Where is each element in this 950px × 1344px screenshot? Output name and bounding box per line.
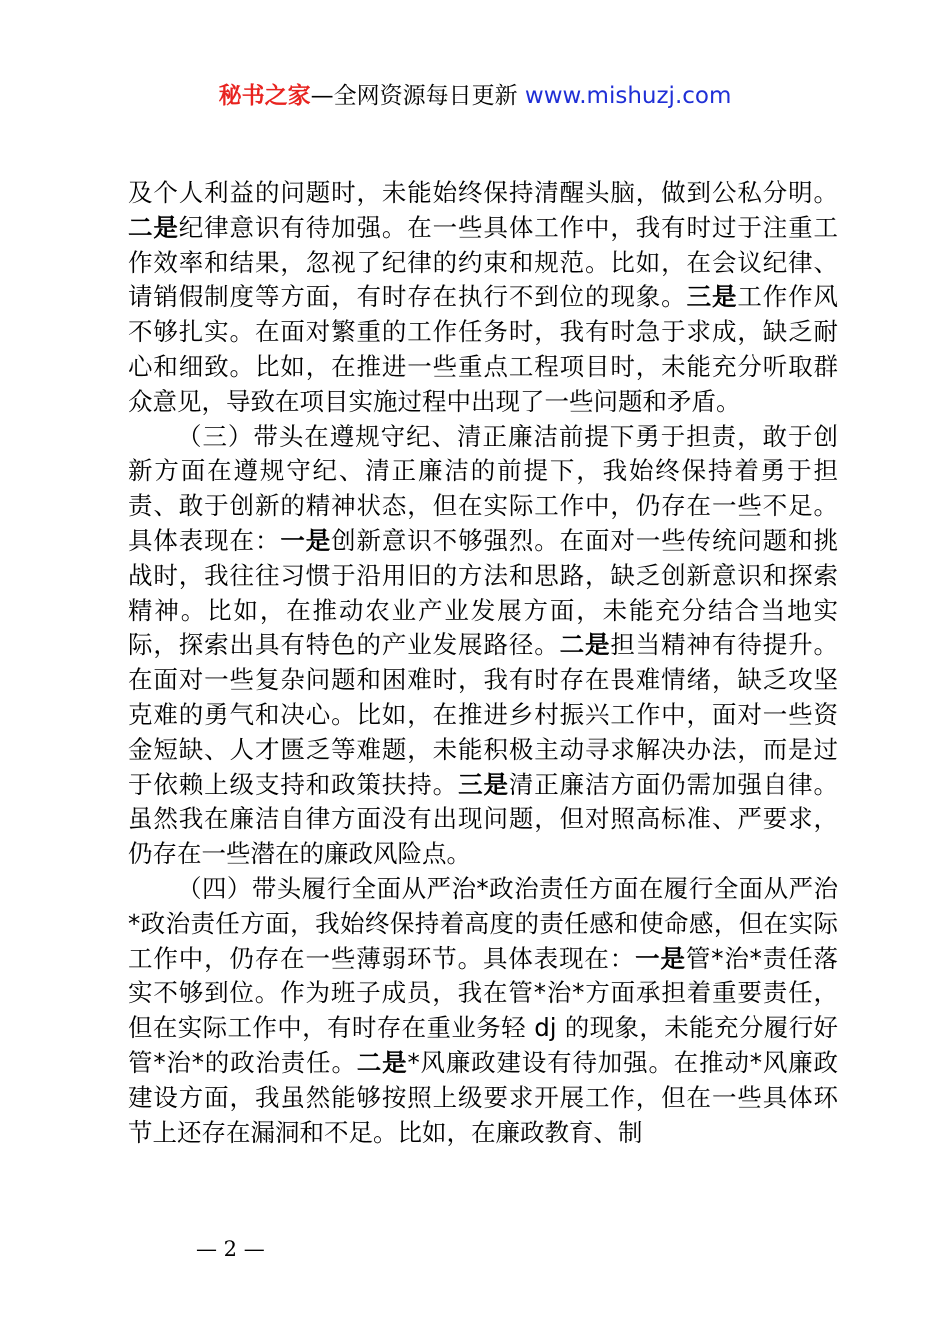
document-body [128,176,838,1150]
paragraph [128,872,838,1150]
paragraph-text: *风廉政建设有待加强。在推动*风廉政建设方面，我虽然能够按照上级要求开展工作，但在一些具体环节上还存在漏洞和不足。比如，在廉政教育、制 [128,1047,839,1147]
paragraph-text: 创新意识不够强烈。在面对一些传统问题和挑战时，我往往习惯于沿用旧的方法和思路，缺乏创新意识和探索精神。比如，在推动农业产业发展方面，未能充分结合当地实际，探索出具有特色的产业发展路径。 [128,525,839,660]
emphasis-label: 三是 [458,769,509,799]
site-url[interactable]: www.mishuzj.com [524,83,732,109]
page-number: — 2 — [196,1237,265,1261]
emphasis-label: 二是 [356,1047,408,1077]
paragraph [128,420,838,872]
site-header [0,80,950,112]
emphasis-label: 二是 [128,212,179,242]
paragraph-text: 工作作风不够扎实。在面对繁重的工作任务时，我有时急于求成，缺乏耐心和细致。比如，在推进一些重点工程项目时，未能充分听取群众意见，导致在项目实施过程中出现了一些问题和矛盾。 [128,282,839,416]
site-slogan: —全网资源每日更新 [310,83,525,109]
emphasis-label: 二是 [559,630,611,660]
paragraph-text: 清正廉洁方面仍需加强自律。虽然我在廉洁自律方面没有出现问题，但对照高标准、严要求，仍存在一些潜在的廉政风险点。 [128,769,839,869]
emphasis-label: 三是 [686,282,738,312]
paragraph-text: 管*治*责任落实不够到位。作为班子成员，我在管*治*方面承担着重要责任，但在实际工作中，有时存在重业务轻 dj 的现象，未能充分履行好管*治*的政治责任。 [128,943,839,1077]
paragraph-text: 及个人利益的问题时，未能始终保持清醒头脑，做到公私分明。 [128,178,838,207]
paragraph-text: 担当精神有待提升。在面对一些复杂问题和困难时，我有时存在畏难情绪，缺乏攻坚克难的勇气和决心。比如，在推进乡村振兴工作中，面对一些资金短缺、人才匮乏等难题，未能积极主动寻求解决办法，而是过于依赖上级支持和政策扶持。 [128,630,839,799]
paragraph [128,176,838,420]
paragraph-text: 纪律意识有待加强。在一些具体工作中，我有时过于注重工作效率和结果，忽视了纪律的约束和规范。比如，在会议纪律、请销假制度等方面，有时存在执行不到位的现象。 [128,212,839,312]
site-brand: 秘书之家 [218,83,311,109]
paragraph-text: （四）带头履行全面从严治*政治责任方面在履行全面从严治*政治责任方面，我始终保持着高度的责任感和使命感，但在实际工作中，仍存在一些薄弱环节。具体表现在： [128,873,838,973]
emphasis-label: 一是 [280,525,332,555]
emphasis-label: 一是 [635,943,686,973]
paragraph-text: （三）带头在遵规守纪、清正廉洁前提下勇于担责，敢于创新方面在遵规守纪、清正廉洁的前提下，我始终保持着勇于担责、敢于创新的精神状态，但在实际工作中，仍存在一些不足。具体表现在： [128,421,838,555]
